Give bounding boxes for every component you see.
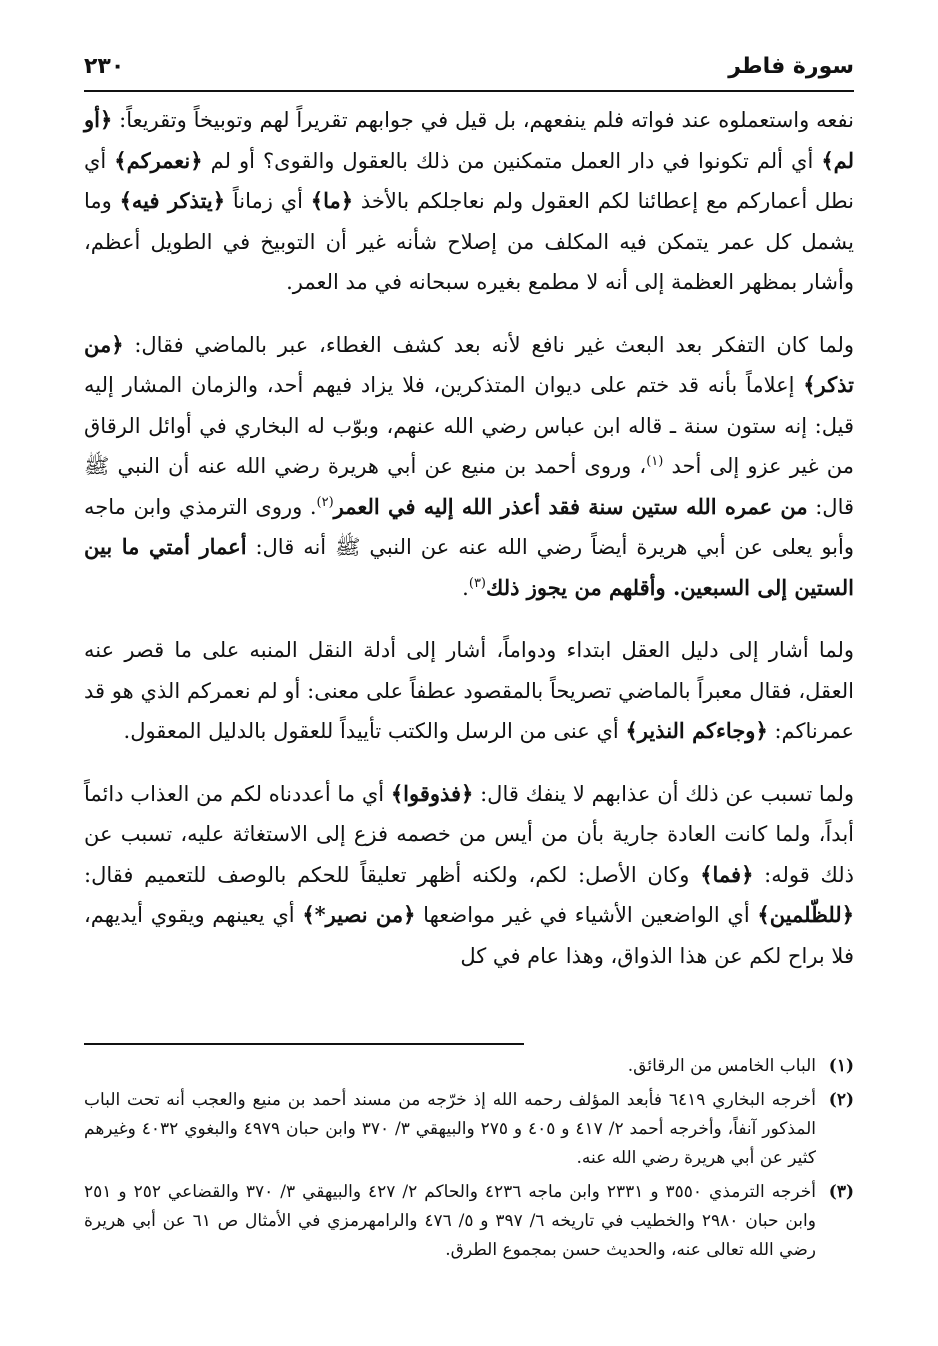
quran-quote: ﴿ما﴾ — [310, 188, 354, 213]
quran-quote: ﴿للظّلمين﴾ — [757, 902, 854, 927]
hadith-text: من عمره الله ستين سنة فقد أعذر الله إليه في العمر — [333, 493, 808, 519]
text-segment: أي زماناً — [225, 189, 311, 213]
text-segment: ولما أشار إلى دليل العقل ابتداء ودواماً، أشار إلى أدلة النقل المنبه على ما قصر عنه العقل، فقال معبراً بالماضي تصريحاً بالمقصود عطفاً على معنى: أو لم نعمركم الذي هو قد عمرناكم: — [84, 638, 854, 743]
footnote-divider — [84, 1043, 524, 1045]
footnote-ref: (١) — [646, 454, 664, 469]
paragraph — [84, 774, 854, 977]
quran-quote: ﴿من نصير*﴾ — [302, 902, 416, 927]
quran-quote: ﴿فذوقوا﴾ — [390, 780, 474, 806]
text-segment: أي نطل أعماركم مع إعطائنا لكم العقول ولم نعاجلكم بالأخذ — [84, 148, 854, 213]
quran-quote: ﴿وجاءكم النذير﴾ — [625, 718, 768, 743]
footnote-number: (٣) — [828, 1182, 854, 1202]
main-text — [84, 100, 854, 998]
quran-quote: ﴿أو لم﴾ — [84, 107, 854, 173]
text-segment: ، وروى أحمد بن منيع عن أبي هريرة رضي الله عنه أن النبي ﷺ قال: — [84, 454, 855, 519]
text-segment: وكان الأصل: لكم، ولكنه أظهر تعليقاً للحكم بالوصف للتعميم فقال: — [84, 862, 701, 887]
text-segment: وما يشمل كل عمر يتمكن فيه المكلف من إصلاح شأنه غير أن التوبيخ في الطويل أعظم، وأشار بمظهر العظمة إلى أنه لا مطمع بغيره سبحانه في مد العمر. — [84, 189, 854, 294]
page-number: ٢٣٠ — [84, 54, 125, 79]
footnote-ref: (٢) — [316, 494, 334, 510]
text-segment: أي عنى من الرسل والكتب تأييداً للعقول بالدليل المعقول. — [123, 719, 626, 743]
footnote-number: (٢) — [828, 1090, 854, 1110]
text-segment: . وروى الترمذي وابن ماجه وأبو يعلى عن أبي هريرة أيضاً رضي الله عنه عن النبي ﷺ أنه قال: — [84, 494, 854, 559]
footnote — [84, 1086, 854, 1173]
footnote-text: أخرجه الترمذي ٣٥٥٠ و ٢٣٣١ وابن ماجه ٤٢٣٦ والحاكم ٢/ ٤٢٧ والبيهقي ٣/ ٣٧٠ والقضاعي ٢٥٢ و ٢٥١ وابن حبان ٢٩٨٠ والخطيب في تاريخه ٦/ ٣٩٧ و ٥/ ٤٧٦ والرامهرمزي في الأمثال ص ٦١ عن أبي هريرة رضي الله تعالى عنه، والحديث حسن بمجموع الطرق. — [84, 1182, 816, 1260]
quran-quote: ﴿من تذكر﴾ — [84, 331, 854, 397]
text-segment: أي ما أعددناه لكم من العذاب دائماً أبداً، ولما كانت العادة جارية بأن من أيس من خصمه فزع إلى الاستغاثة عليه، تسبب عن ذلك قوله: — [84, 781, 855, 887]
text-segment: أي ألم تكونوا في دار العمل متمكنين من ذلك بالعقول والقوى؟ أو لم — [202, 148, 822, 173]
hadith-text: أعمار أمتي ما بين الستين إلى السبعين. وأقلهم من يجوز ذلك — [84, 534, 854, 600]
footnote-number: (١) — [828, 1056, 854, 1076]
surah-title: سورة فاطر — [728, 54, 854, 79]
footnote-text: أخرجه البخاري ٦٤١٩ فأبعد المؤلف رحمه الله إذ خرّجه من مسند أحمد بن منيع والعجب أنه تحت الباب المذكور آنفاً، وأخرجه أحمد ٢/ ٤١٧ و ٤٠٥ و ٢٧٥ والبيهقي ٣/ ٣٧٠ وابن حبان ٤٩٧٩ والبغوي ٤٠٣٢ وغيرهم كثير عن أبي هريرة رضي الله عنه. — [84, 1090, 816, 1168]
footnote — [84, 1052, 854, 1081]
footnote-ref: (٣) — [468, 575, 486, 591]
quran-quote: ﴿فما﴾ — [700, 861, 754, 887]
page-header — [84, 50, 854, 92]
paragraph — [84, 630, 854, 752]
quran-quote: ﴿يتذكر فيه﴾ — [119, 188, 226, 213]
text-segment: . — [462, 575, 469, 600]
text-segment: نفعه واستعملوه عند فواته فلم ينفعهم، بل قيل في جوابهم تقريراً لهم وتوبيخاً وتقريعاً: — [112, 108, 854, 132]
text-segment: أي يعينهم ويقوي أيديهم، فلا براح لكم عن هذا الذواق، وهذا عام في كل — [84, 903, 854, 968]
footnotes — [84, 1052, 854, 1270]
text-segment: ولما كان التفكر بعد البعث غير نافع لأنه بعد كشف الغطاء، عبر بالماضي فقال: — [123, 332, 854, 357]
paragraph — [84, 325, 854, 609]
quran-quote: ﴿نعمركم﴾ — [114, 147, 203, 173]
footnote-text: الباب الخامس من الرقائق. — [627, 1056, 816, 1076]
paragraph — [84, 100, 854, 303]
footnote — [84, 1178, 854, 1265]
text-segment: ولما تسبب عن ذلك أن عذابهم لا ينفك قال: — [473, 781, 854, 806]
text-segment: إعلاماً بأنه قد ختم على ديوان المتذكرين، فلا يزاد فيهم أحد، والزمان المشار إليه قيل: إنه ستون سنة ـ قاله ابن عباس رضي الله عنهم، وبوّب له البخاري في أوائل الرقاق من غير عزو إلى أحد — [84, 373, 854, 478]
text-segment: أي الواضعين الأشياء في غير مواضعها — [415, 903, 758, 927]
